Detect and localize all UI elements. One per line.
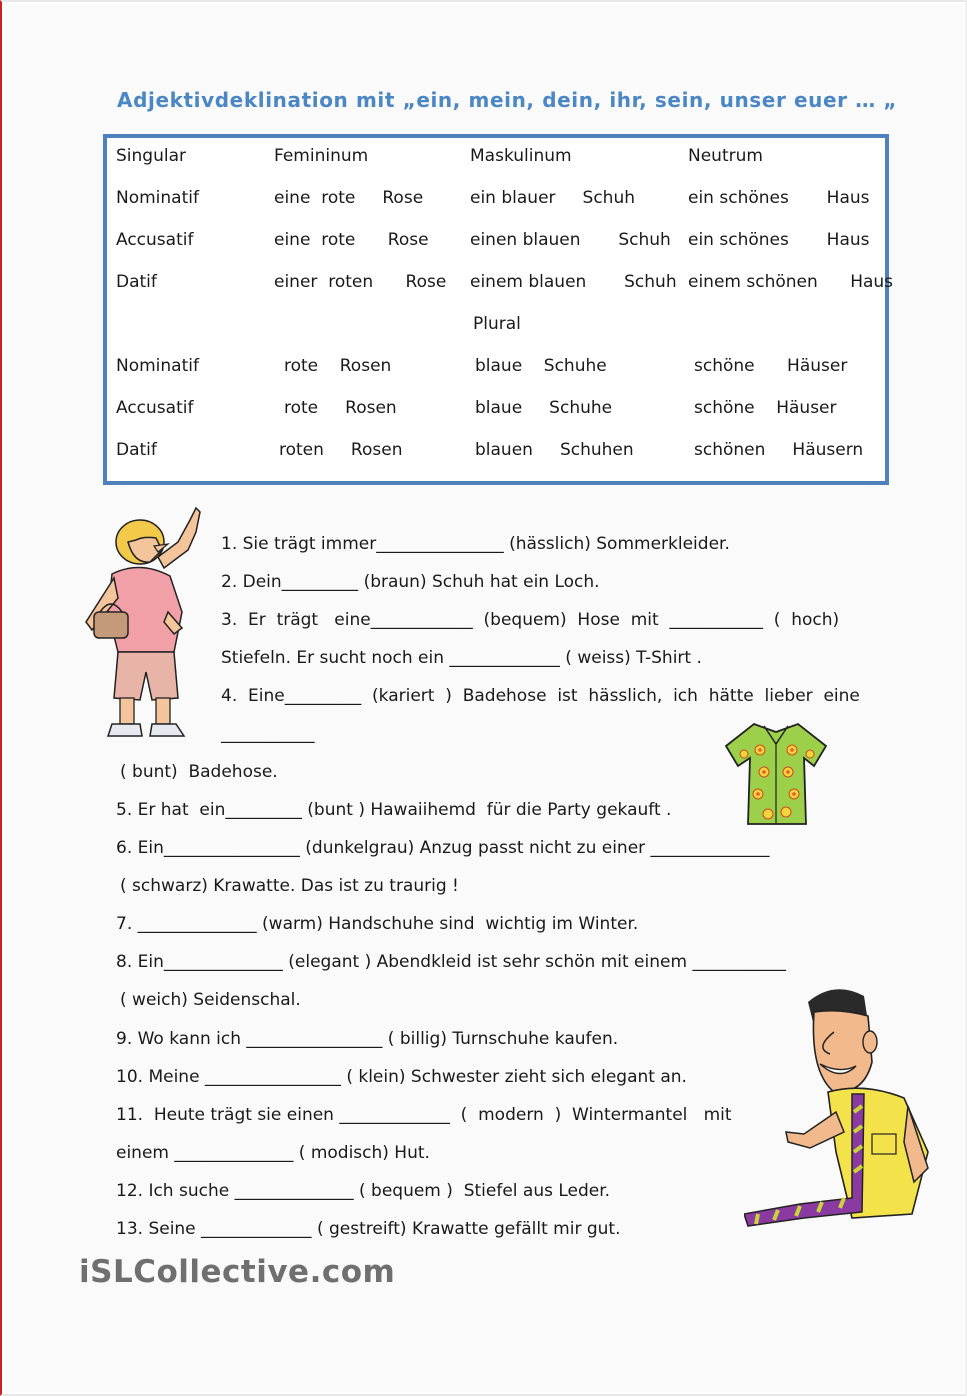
header-neutrum: Neutrum bbox=[688, 146, 763, 166]
neut-form: ein schönes Haus bbox=[688, 230, 870, 250]
exercise-line: 4. Eine_________ (kariert ) Badehose ist hässlich, ich hätte lieber eine bbox=[221, 686, 860, 706]
mask-form: einem blauen Schuh bbox=[470, 272, 677, 292]
plural-label: Plural bbox=[473, 314, 521, 334]
hawaiian-shirt-illustration bbox=[724, 720, 830, 830]
exercise-line: 12. Ich suche ______________ ( bequem ) Stiefel aus Leder. bbox=[116, 1181, 611, 1201]
watermark-logo: iSLCollective.com bbox=[79, 1254, 396, 1290]
mask-form: ein blauer Schuh bbox=[470, 188, 635, 208]
fem-form: eine rote Rose bbox=[274, 230, 429, 250]
neut-form: schöne Häuser bbox=[694, 398, 837, 418]
exercise-line: ___________ bbox=[221, 724, 315, 744]
case-label: Datif bbox=[116, 272, 157, 292]
exercise-line: 8. Ein______________ (elegant ) Abendkleid ist sehr schön mit einem ___________ bbox=[116, 952, 786, 972]
woman-waving-illustration bbox=[78, 502, 203, 742]
neut-form: einem schönen Haus bbox=[688, 272, 894, 292]
fem-form: rote Rosen bbox=[284, 398, 397, 418]
neut-form: schöne Häuser bbox=[694, 356, 848, 376]
case-label: Accusatif bbox=[116, 230, 194, 250]
neut-form: schönen Häusern bbox=[694, 440, 864, 460]
fem-form: eine rote Rose bbox=[274, 188, 424, 208]
mask-form: einen blauen Schuh bbox=[470, 230, 671, 250]
exercise-line: 7. ______________ (warm) Handschuhe sind wichtig im Winter. bbox=[116, 914, 639, 934]
exercise-line: 9. Wo kann ich ________________ ( billig) Turnschuhe kaufen. bbox=[116, 1029, 619, 1049]
fem-form: roten Rosen bbox=[279, 440, 403, 460]
declension-table bbox=[103, 134, 894, 485]
exercise-line: 1. Sie trägt immer_______________ (hässlich) Sommerkleider. bbox=[221, 534, 730, 554]
mask-form: blaue Schuhe bbox=[475, 356, 607, 376]
exercise-line: 11. Heute trägt sie einen _____________ ( modern ) Wintermantel mit bbox=[116, 1105, 732, 1125]
exercise-line: ( bunt) Badehose. bbox=[120, 762, 278, 782]
fem-form: rote Rosen bbox=[284, 356, 392, 376]
exercise-line: einem ______________ ( modisch) Hut. bbox=[116, 1143, 430, 1163]
exercise-line: ( schwarz) Krawatte. Das ist zu traurig ! bbox=[120, 876, 459, 896]
case-label: Datif bbox=[116, 440, 157, 460]
case-label: Nominatif bbox=[116, 356, 199, 376]
case-label: Accusatif bbox=[116, 398, 194, 418]
exercise-line: ( weich) Seidenschal. bbox=[120, 990, 301, 1010]
exercise-line: 13. Seine _____________ ( gestreift) Krawatte gefällt mir gut. bbox=[116, 1219, 621, 1239]
header-singular: Singular bbox=[116, 146, 186, 166]
page-title: Adjektivdeklination mit „ein, mein, dein, ihr, sein, unser euer … „ bbox=[117, 88, 898, 112]
exercise-line: 3. Er trägt eine____________ (bequem) Hose mit ___________ ( hoch) bbox=[221, 610, 840, 630]
exercise-line: Stiefeln. Er sucht noch ein _____________ ( weiss) T-Shirt . bbox=[221, 648, 702, 668]
mask-form: blaue Schuhe bbox=[475, 398, 613, 418]
exercise-line: 2. Dein_________ (braun) Schuh hat ein Loch. bbox=[221, 572, 600, 592]
exercise-line: 6. Ein________________ (dunkelgrau) Anzug passt nicht zu einer ______________ bbox=[116, 838, 770, 858]
neut-form: ein schönes Haus bbox=[688, 188, 870, 208]
fem-form: einer roten Rose bbox=[274, 272, 447, 292]
man-with-tie-illustration bbox=[744, 982, 934, 1240]
header-femininum: Femininum bbox=[274, 146, 369, 166]
exercise-line: 10. Meine ________________ ( klein) Schwester zieht sich elegant an. bbox=[116, 1067, 687, 1087]
exercise-line: 5. Er hat ein_________ (bunt ) Hawaiihemd für die Party gekauft . bbox=[116, 800, 672, 820]
case-label: Nominatif bbox=[116, 188, 199, 208]
header-maskulinum: Maskulinum bbox=[470, 146, 572, 166]
mask-form: blauen Schuhen bbox=[475, 440, 634, 460]
